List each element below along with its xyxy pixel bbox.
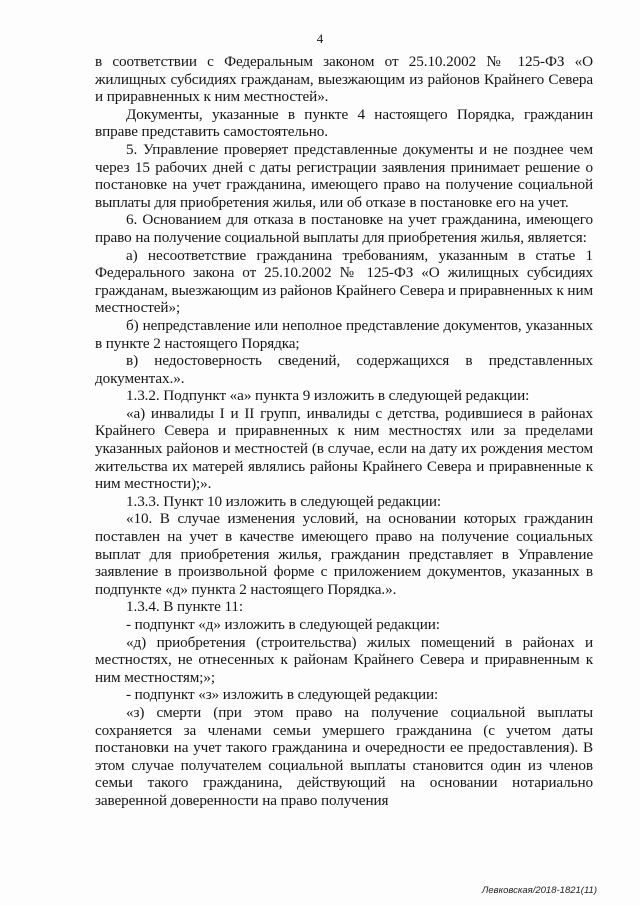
- paragraph-subitem-d-intro: - подпункт «д» изложить в следующей редакции:: [126, 616, 440, 633]
- paragraph-law-reference: в соответствии с Федеральным законом от 25.10.2002 № 125-ФЗ «О жилищных субсидиях гражданам, выезжающим из районов Крайнего Севера и приравненных к ним местностей».: [95, 53, 593, 106]
- paragraph-documents-self: Документы, указанные в пункте 4 настоящего Порядка, гражданин вправе представить самостоятельно.: [95, 105, 593, 141]
- paragraph-item-10: «10. В случае изменения условий, на основании которых гражданин поставлен на учет в качестве имеющего право на получение социальных выплат для приобретения жилья, гражданин представляет в Управление заявление в произвольной форме с приложением документов, указанных в подпункте «д» пункта 2 настоящего Порядка.».: [95, 510, 593, 598]
- footer-reference: Левковская/2018-1821(11): [481, 885, 597, 896]
- paragraph-subitem-z-intro: - подпункт «з» изложить в следующей редакции:: [126, 686, 439, 704]
- paragraph-subitem-z: «з) смерти (при этом право на получение социальной выплаты сохраняется за членами семьи умершего гражданина (с учетом даты постановки на учет такого гражданина и очередности ее предоставления). В этом случае получателем социальной выплаты становится один из членов семьи такого гражданина, действующий на основании нотариально заверенной доверенности на право получения: [95, 703, 593, 809]
- paragraph-subitem-d: «д) приобретения (строительства) жилых помещений в районах и местностях, не отнесенных к районам Крайнего Севера и приравненным к ним местностям;»;: [95, 633, 593, 686]
- paragraph-subitem-a: а) несоответствие гражданина требованиям, указанным в статье 1 Федерального закона от 25.10.2002 № 125-ФЗ «О жилищных субсидиях гражданам, выезжающим из районов Крайнего Севера и приравненных к ним местностей»;: [95, 246, 593, 317]
- paragraph-disabled-groups: «а) инвалиды I и II групп, инвалиды с детства, родившиеся в районах Крайнего Севера и приравненных к ним местностях или за пределами указанных районов и местностей (в случае, если на дату их рождения местом жительства их матерей являлись районы Крайнего Севера и приравненные к ним местности);».: [95, 404, 593, 493]
- paragraph-subitem-b: б) непредставление или неполное представление документов, указанных в пункте 2 настоящего Порядка;: [95, 316, 593, 352]
- paragraph-item-6: 6. Основанием для отказа в постановке на учет гражданина, имеющего право на получение социальной выплаты для приобретения жилья, является:: [95, 211, 593, 246]
- paragraph-1-3-4: 1.3.4. В пункте 11:: [126, 598, 244, 616]
- paragraph-1-3-2: 1.3.2. Подпункт «а» пункта 9 изложить в следующей редакции:: [126, 387, 530, 405]
- page-number: 4: [316, 31, 324, 46]
- paragraph-1-3-3: 1.3.3. Пункт 10 изложить в следующей редакции:: [126, 492, 441, 510]
- document-body: [95, 53, 593, 810]
- paragraph-subitem-v: в) недостоверность сведений, содержащихся в представленных документах.».: [95, 352, 593, 387]
- paragraph-item-5: 5. Управление проверяет представленные документы и не позднее чем через 15 рабочих дней с даты регистрации заявления принимает решение о постановке на учет гражданина, имеющего право на получение социальной выплаты для приобретения жилья, или об отказе в постановке его на учет.: [95, 140, 593, 211]
